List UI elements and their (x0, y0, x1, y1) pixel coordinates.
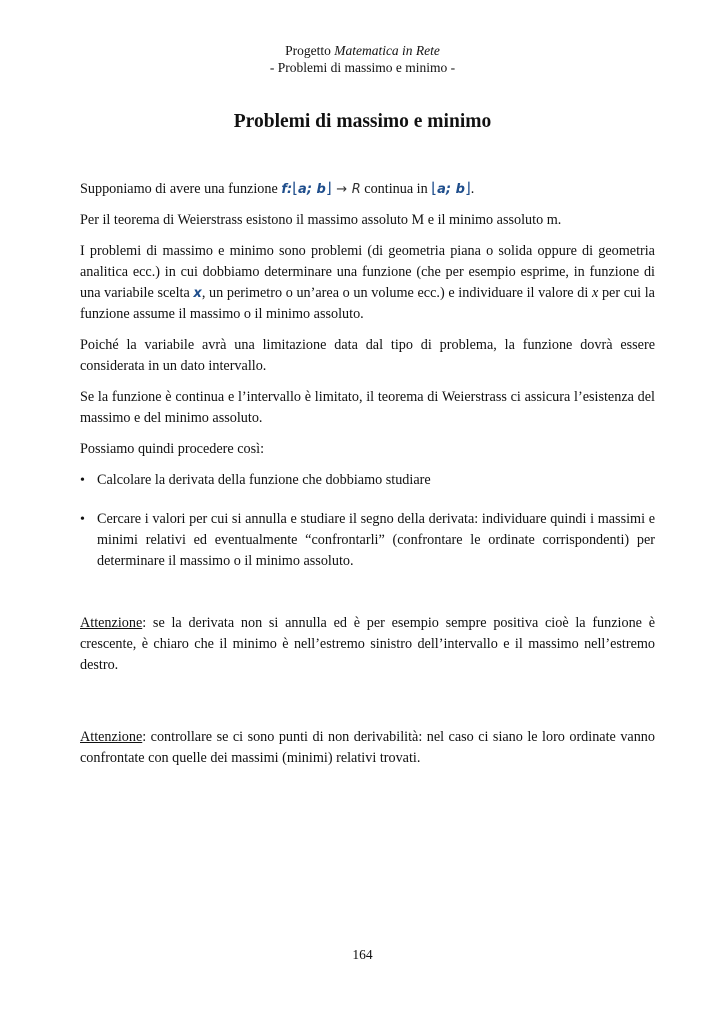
header-line-2: - Problemi di massimo e minimo - (269, 60, 456, 75)
paragraph-function-definition (80, 178, 655, 200)
note-attention-2 (80, 727, 655, 769)
list-item: • Cercare i valori per cui si annulla e studiare il segno della derivata: individuare quindi i massimi e minimi relativi ed eventualmente “confrontarli” (confrontare le ordinate corrispondenti) per determinare il massimo o il minimo assoluto. (80, 509, 655, 572)
p3-part-3: per cui la funzione assume il massimo o il minimo assoluto. (80, 285, 655, 322)
note-text: : controllare se ci sono punti di non derivabilità: nel caso ci siano le loro ordinate vanno confrontate con quelle dei massimi (minimi) relativi trovati. (80, 729, 655, 766)
math-f: f: (281, 182, 293, 197)
document-body (80, 178, 655, 779)
spacer (80, 686, 655, 727)
paragraph-weierstrass-guarantee: Se la funzione è continua e l’intervallo è limitato, il teorema di Weierstrass ci assicura l’esistenza del massimo e del minimo assoluto. (80, 389, 655, 426)
page-header (0, 42, 725, 76)
page-number: 164 (352, 947, 373, 962)
math-bracket-left: ⌊ (292, 179, 299, 197)
italic-variable-x: x (591, 285, 599, 301)
p1-text-before: Supponiamo di avere una funzione (80, 181, 282, 197)
note-text: : se la derivata non si annulla ed è per esempio sempre positiva cioè la funzione è crescente, è chiaro che il minimo è nell’estremo sinistro dell’intervallo e il massimo nell’estremo destro. (80, 615, 655, 673)
attention-label: Attenzione (80, 729, 143, 745)
math-arrow: → (336, 182, 348, 197)
interval-bracket-right: ⌋ (464, 179, 471, 197)
paragraph-interval-limitation: Poiché la variabile avrà una limitazione data dal tipo di problema, la funzione dovrà essere considerata in un dato intervallo. (80, 337, 655, 374)
interval-formula (431, 179, 471, 197)
paragraph-weierstrass: Per il teorema di Weierstrass esistono il massimo assoluto M e il minimo assoluto m. (80, 212, 562, 228)
list-item: • Calcolare la derivata della funzione che dobbiamo studiare (80, 470, 655, 491)
header-line-1 (0, 42, 725, 59)
math-domain: a; b (298, 182, 326, 197)
p1-text-middle: continua in (360, 181, 432, 197)
procedure-list (80, 470, 655, 572)
math-real-set: R (351, 182, 361, 197)
spacer (80, 572, 655, 613)
math-interval: a; b (437, 182, 465, 197)
interval-bracket-left: ⌊ (431, 179, 438, 197)
p3-part-1: I problemi di massimo e minimo sono problemi (di geometria piana o solida oppure di geometria analitica ecc.) in cui dobbiamo determinare una funzione (che per esempio esprime, in funzione di una variabile scelta (80, 243, 655, 301)
math-bracket-right: ⌋ (325, 179, 332, 197)
header-project-name: Matematica in Rete (334, 43, 440, 58)
note-attention-1 (80, 613, 655, 676)
page-title: Problemi di massimo e minimo (233, 111, 492, 132)
header-project-label: Progetto (285, 43, 335, 58)
math-variable-x: x (193, 286, 202, 301)
function-formula (281, 179, 361, 197)
paragraph-procedure-intro: Possiamo quindi procedere così: (80, 441, 265, 457)
attention-label: Attenzione (80, 615, 143, 631)
paragraph-problem-description (80, 241, 655, 325)
p3-part-2: , un perimetro o un’area o un volume ecc.) e individuare il valore di (201, 285, 592, 301)
p1-text-after: . (470, 181, 475, 197)
